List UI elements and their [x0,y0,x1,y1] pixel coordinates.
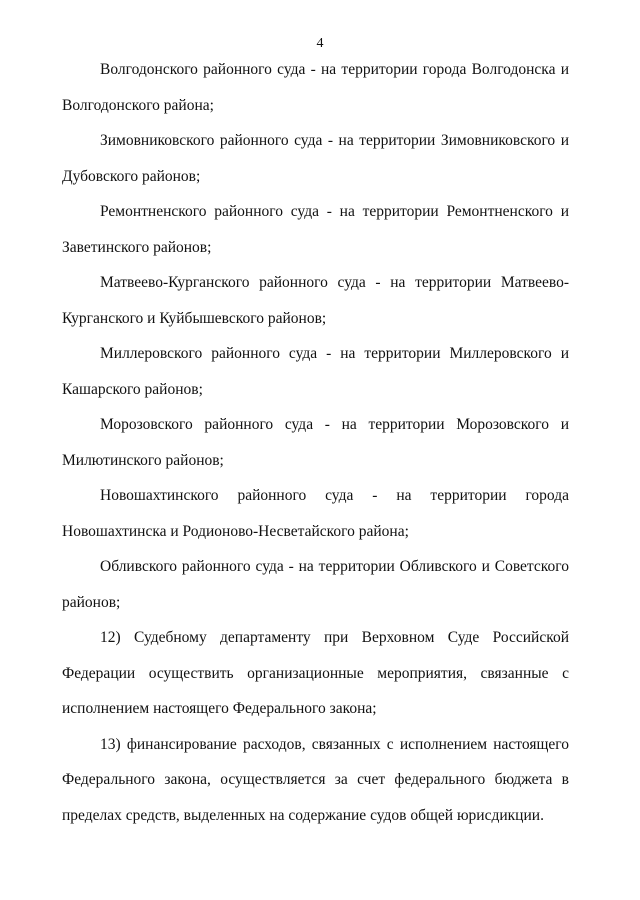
paragraph-zimovniki-court: Зимовниковского районного суда - на территории Зимовниковского и Дубовского районов; [62,132,569,185]
paragraph-volgodonsk-court: Волгодонского районного суда - на территории города Волгодонска и Волгодонского района; [62,61,569,114]
paragraph-item-12: 12) Судебному департаменту при Верховном Суде Российской Федерации осуществить организационные мероприятия, связанные с исполнением настоящего Федерального закона; [62,629,569,717]
paragraph-novoshakhtinsk-court: Новошахтинского районного суда - на территории города Новошахтинска и Родионово-Несветайского района; [62,487,569,540]
paragraph-item-13: 13) финансирование расходов, связанных с исполнением настоящего Федерального закона, осуществляется за счет федерального бюджета в пределах средств, выделенных на содержание судов общей юрисдикции. [62,735,569,824]
paragraph-oblivskaya-court: Обливского районного суда - на территории Обливского и Советского районов; [62,558,569,611]
paragraph-matveev-kurgan-court: Матвеево-Курганского районного суда - на территории Матвеево-Курганского и Куйбышевского районов; [62,274,569,327]
paragraph-millerovo-court: Миллеровского районного суда - на территории Миллеровского и Кашарского районов; [62,345,569,398]
paragraph-morozovsk-court: Морозовского районного суда - на территории Морозовского и Милютинского районов; [62,416,569,469]
document-body [62,52,569,833]
page-number: 4 [316,36,324,51]
paragraph-remontnoe-court: Ремонтненского районного суда - на территории Ремонтненского и Заветинского районов; [62,203,569,256]
